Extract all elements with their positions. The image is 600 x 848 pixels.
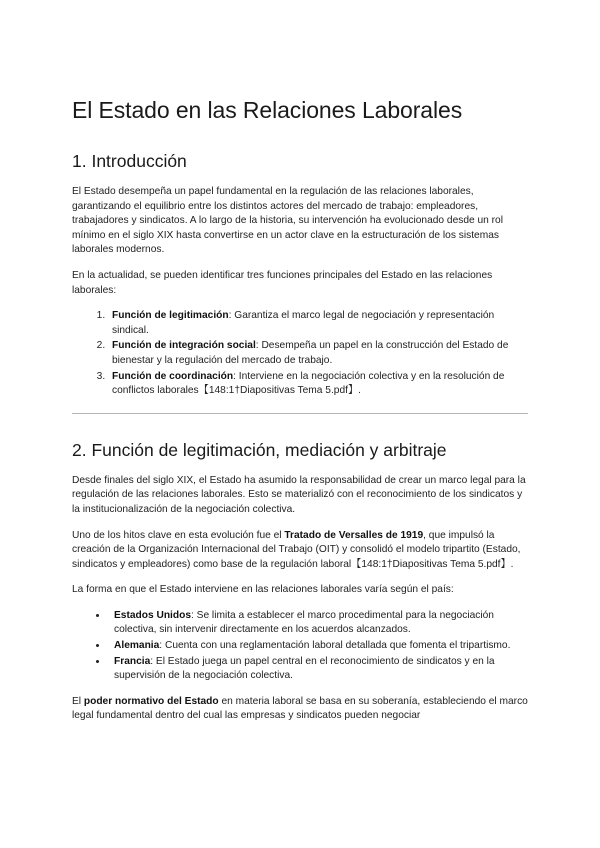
paragraph-text: Uno de los hitos clave en esta evolución fue el [72,529,285,541]
list-item [108,609,528,638]
paragraph: La forma en que el Estado interviene en las relaciones laborales varía según el país: [72,584,454,596]
document-body [72,95,528,735]
bold-text: poder normativo del Estado [83,695,219,707]
section-divider [72,413,528,414]
functions-list [72,309,528,399]
list-item-text: : Desempeña un papel en la construcción del Estado de bienestar y la regulación del mercado de trabajo. [112,340,509,366]
list-item-term: Estados Unidos [114,609,191,621]
list-item-text: : Se limita a establecer el marco procedimental para la negociación colectiva, sin intervenir directamente en los acuerdos alcanzados. [114,609,494,636]
paragraph: El Estado desempeña un papel fundamental en la regulación de las relaciones laborales, garantizando el equilibrio entre los distintos actores del mercado de trabajo: empleadores, trabajadores y sindicatos. A lo largo de la historia, su intervención ha evolucionado desde un rol mínimo en el siglo XIX hasta convertirse en un actor clave en la estructuración de los sistemas laborales modernos. [72,186,503,256]
countries-list [72,609,528,684]
list-item-term: Francia [114,655,151,667]
paragraph: Desde finales del siglo XIX, el Estado ha asumido la responsabilidad de crear un marco legal para la regulación de las relaciones laborales. Esto se materializó con el reconocimiento de los sindicatos y la institucionalización de la negociación colectiva. [72,474,526,515]
list-item-text: : El Estado juega un papel central en el reconocimiento de sindicatos y en la supervisión de la negociación colectiva. [114,655,495,682]
list-item-text: : Garantiza el marco legal de negociación y representación sindical. [112,310,495,336]
list-item-text: : Cuenta con una reglamentación laboral detallada que fomenta el tripartismo. [159,640,511,652]
list-item [108,655,528,684]
paragraph-text: El [72,695,84,707]
list-item-term: Alemania [114,640,160,652]
bold-text: Tratado de Versalles de 1919 [284,529,424,541]
paragraph-text: en materia laboral se basa en su soberanía, estableciendo el marco legal fundamental dentro del cual las empresas y sindicatos pueden negociar [72,695,528,722]
document-title: El Estado en las Relaciones Laborales [72,97,463,123]
list-item-text: : Interviene en la negociación colectiva y en la resolución de conflictos laborales【148:1†Diapositivas Tema 5.pdf】. [112,370,505,397]
paragraph: En la actualidad, se pueden identificar tres funciones principales del Estado en las relaciones laborales: [72,269,493,296]
section-heading: 2. Función de legitimación, mediación y arbitraje [72,439,447,460]
section-heading: 1. Introducción [72,151,187,171]
list-item [108,370,528,399]
list-item [108,339,528,368]
paragraph [72,529,528,573]
list-item-term: Función de legitimación [112,310,229,322]
list-item-term: Función de coordinación [112,370,234,382]
paragraph [72,695,528,724]
list-item [108,639,528,654]
list-item [108,309,528,338]
list-item-term: Función de integración social [112,340,256,352]
paragraph-text: , que impulsó la creación de la Organización Internacional del Trabajo (OIT) y consolidó el modelo tripartito (Estado, sindicatos y empleadores) como base de la regulación laboral【148:1†Diapositivas Tema 5.pdf】. [72,529,521,570]
